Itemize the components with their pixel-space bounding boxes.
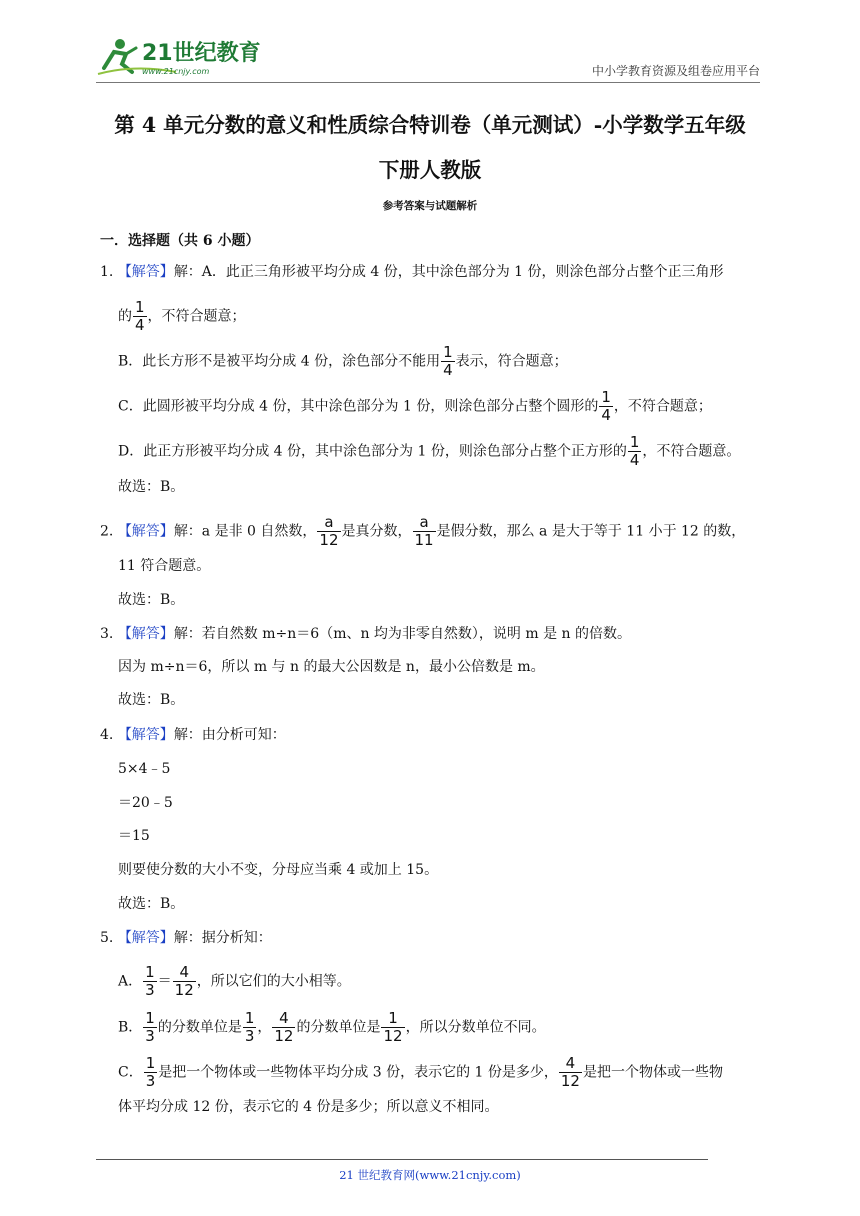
doc-title-line1: 第 4 单元分数的意义和性质综合特训卷（单元测试）-小学数学五年级 — [114, 113, 746, 137]
fraction-1-3: $\frac{1}{3}$ — [145, 1054, 156, 1090]
fraction-1-3: $\frac{1}{3}$ — [145, 1009, 155, 1045]
q5-option-c-line2: 体平均分成 12 份，表示它的 4 份是多少；所以意义不相同。 — [118, 1099, 499, 1115]
q5-line1: 5. 【解答】解：据分析知： — [100, 930, 272, 946]
q4-calc3: ＝15 — [118, 828, 150, 844]
fraction-1-4: $\frac{1}{4}$ — [601, 388, 611, 424]
footer-divider — [96, 1159, 708, 1160]
header-divider — [96, 82, 760, 83]
fraction-a-11: $\frac{a}{11}$ — [414, 513, 434, 549]
q3-answer: 故选：B。 — [118, 692, 185, 708]
footer-link[interactable]: 21 世纪教育网(www.21cnjy.com) — [339, 1168, 521, 1182]
fraction-4-12: $\frac{4}{12}$ — [560, 1054, 580, 1090]
q1-line5: D．此正方形被平均分成 4 份，其中涂色部分为 1 份，则涂色部分占整个正方形的 $\frac{1}{4}$ ，不符合题意。 — [118, 433, 741, 469]
q2-line1: 2. 【解答】解：a 是非 0 自然数， $\frac{a}{12}$ 是真分数， $\frac{a}{11}$ 是假分数，那么 a 是大于等于 11 小于 12 的数， — [100, 513, 746, 549]
fraction-1-3: $\frac{1}{3}$ — [244, 1009, 255, 1045]
platform-label: 中小学教育资源及组卷应用平台 — [591, 64, 760, 78]
svg-text:www.21cnjy.com: www.21cnjy.com — [142, 67, 210, 76]
q1-line1: 1. 【解答】解：A．此正三角形被平均分成 4 份，其中涂色部分为 1 份，则涂色部分占整个正三角形 — [100, 264, 724, 280]
q1-answer: 故选：B。 — [118, 479, 185, 495]
fraction-a-12: $\frac{a}{12}$ — [319, 513, 339, 549]
fraction-4-12: $\frac{4}{12}$ — [274, 1009, 294, 1045]
q5-option-b: B． $\frac{1}{3}$ 的分数单位是 $\frac{1}{3}$ ， $\frac{4}{12}$ 的分数单位是 $\frac{1}{12}$ ，所以分数单位不同。 — [118, 1009, 546, 1045]
q1-line4: C．此圆形被平均分成 4 份，其中涂色部分为 1 份，则涂色部分占整个圆形的 $\frac{1}{4}$ ，不符合题意； — [118, 388, 712, 424]
logo-21cnjy — [96, 34, 266, 78]
fraction-1-12: $\frac{1}{12}$ — [383, 1009, 403, 1045]
q1-line3: B．此长方形不是被平均分成 4 份，涂色部分不能用 $\frac{1}{4}$ 表示，符合题意； — [118, 343, 568, 379]
page-header — [96, 34, 760, 84]
q4-calc2: ＝20﹣5 — [118, 795, 173, 811]
answer-tag: 【解答】 — [117, 264, 174, 280]
q4-calc1: 5×4﹣5 — [118, 761, 171, 777]
fraction-4-12: $\frac{4}{12}$ — [174, 963, 194, 999]
fraction-1-3: $\frac{1}{3}$ — [145, 963, 155, 999]
q4-line2: 则要使分数的大小不变，分母应当乘 4 或加上 15。 — [118, 862, 439, 878]
q4-line1: 4. 【解答】解：由分析可知： — [100, 727, 286, 743]
section-heading: 一．选择题（共 6 小题） — [100, 233, 260, 249]
doc-title-line2: 下册人教版 — [378, 158, 482, 182]
q4-answer: 故选：B。 — [118, 896, 185, 912]
q3-line2: 因为 m÷n＝6，所以 m 与 n 的最大公因数是 n，最小公倍数是 m。 — [118, 659, 545, 675]
q3-line1: 3. 【解答】解：若自然数 m÷n＝6（m、n 均为非零自然数），说明 m 是 n 的倍数。 — [100, 626, 632, 642]
fraction-1-4: $\frac{1}{4}$ — [443, 343, 453, 379]
doc-subtitle: 参考答案与试题解析 — [382, 200, 478, 212]
fraction-1-4: $\frac{1}{4}$ — [629, 433, 640, 469]
q1-line2: 的 $\frac{1}{4}$ ，不符合题意； — [118, 298, 246, 334]
q5-option-a: A． $\frac{1}{3}$ ＝ $\frac{4}{12}$ ，所以它们的大小相等。 — [118, 963, 351, 999]
q2-line2: 11 符合题意。 — [118, 558, 211, 574]
q5-option-c: C． $\frac{1}{3}$ 是把一个物体或一些物体平均分成 3 份，表示它的 1 份是多少， $\frac{4}{12}$ 是把一个物体或一些物 — [118, 1054, 723, 1090]
svg-text:21世纪教育: 21世纪教育 — [142, 41, 261, 66]
q2-answer: 故选：B。 — [118, 592, 185, 608]
fraction-1-4: $\frac{1}{4}$ — [135, 298, 145, 334]
